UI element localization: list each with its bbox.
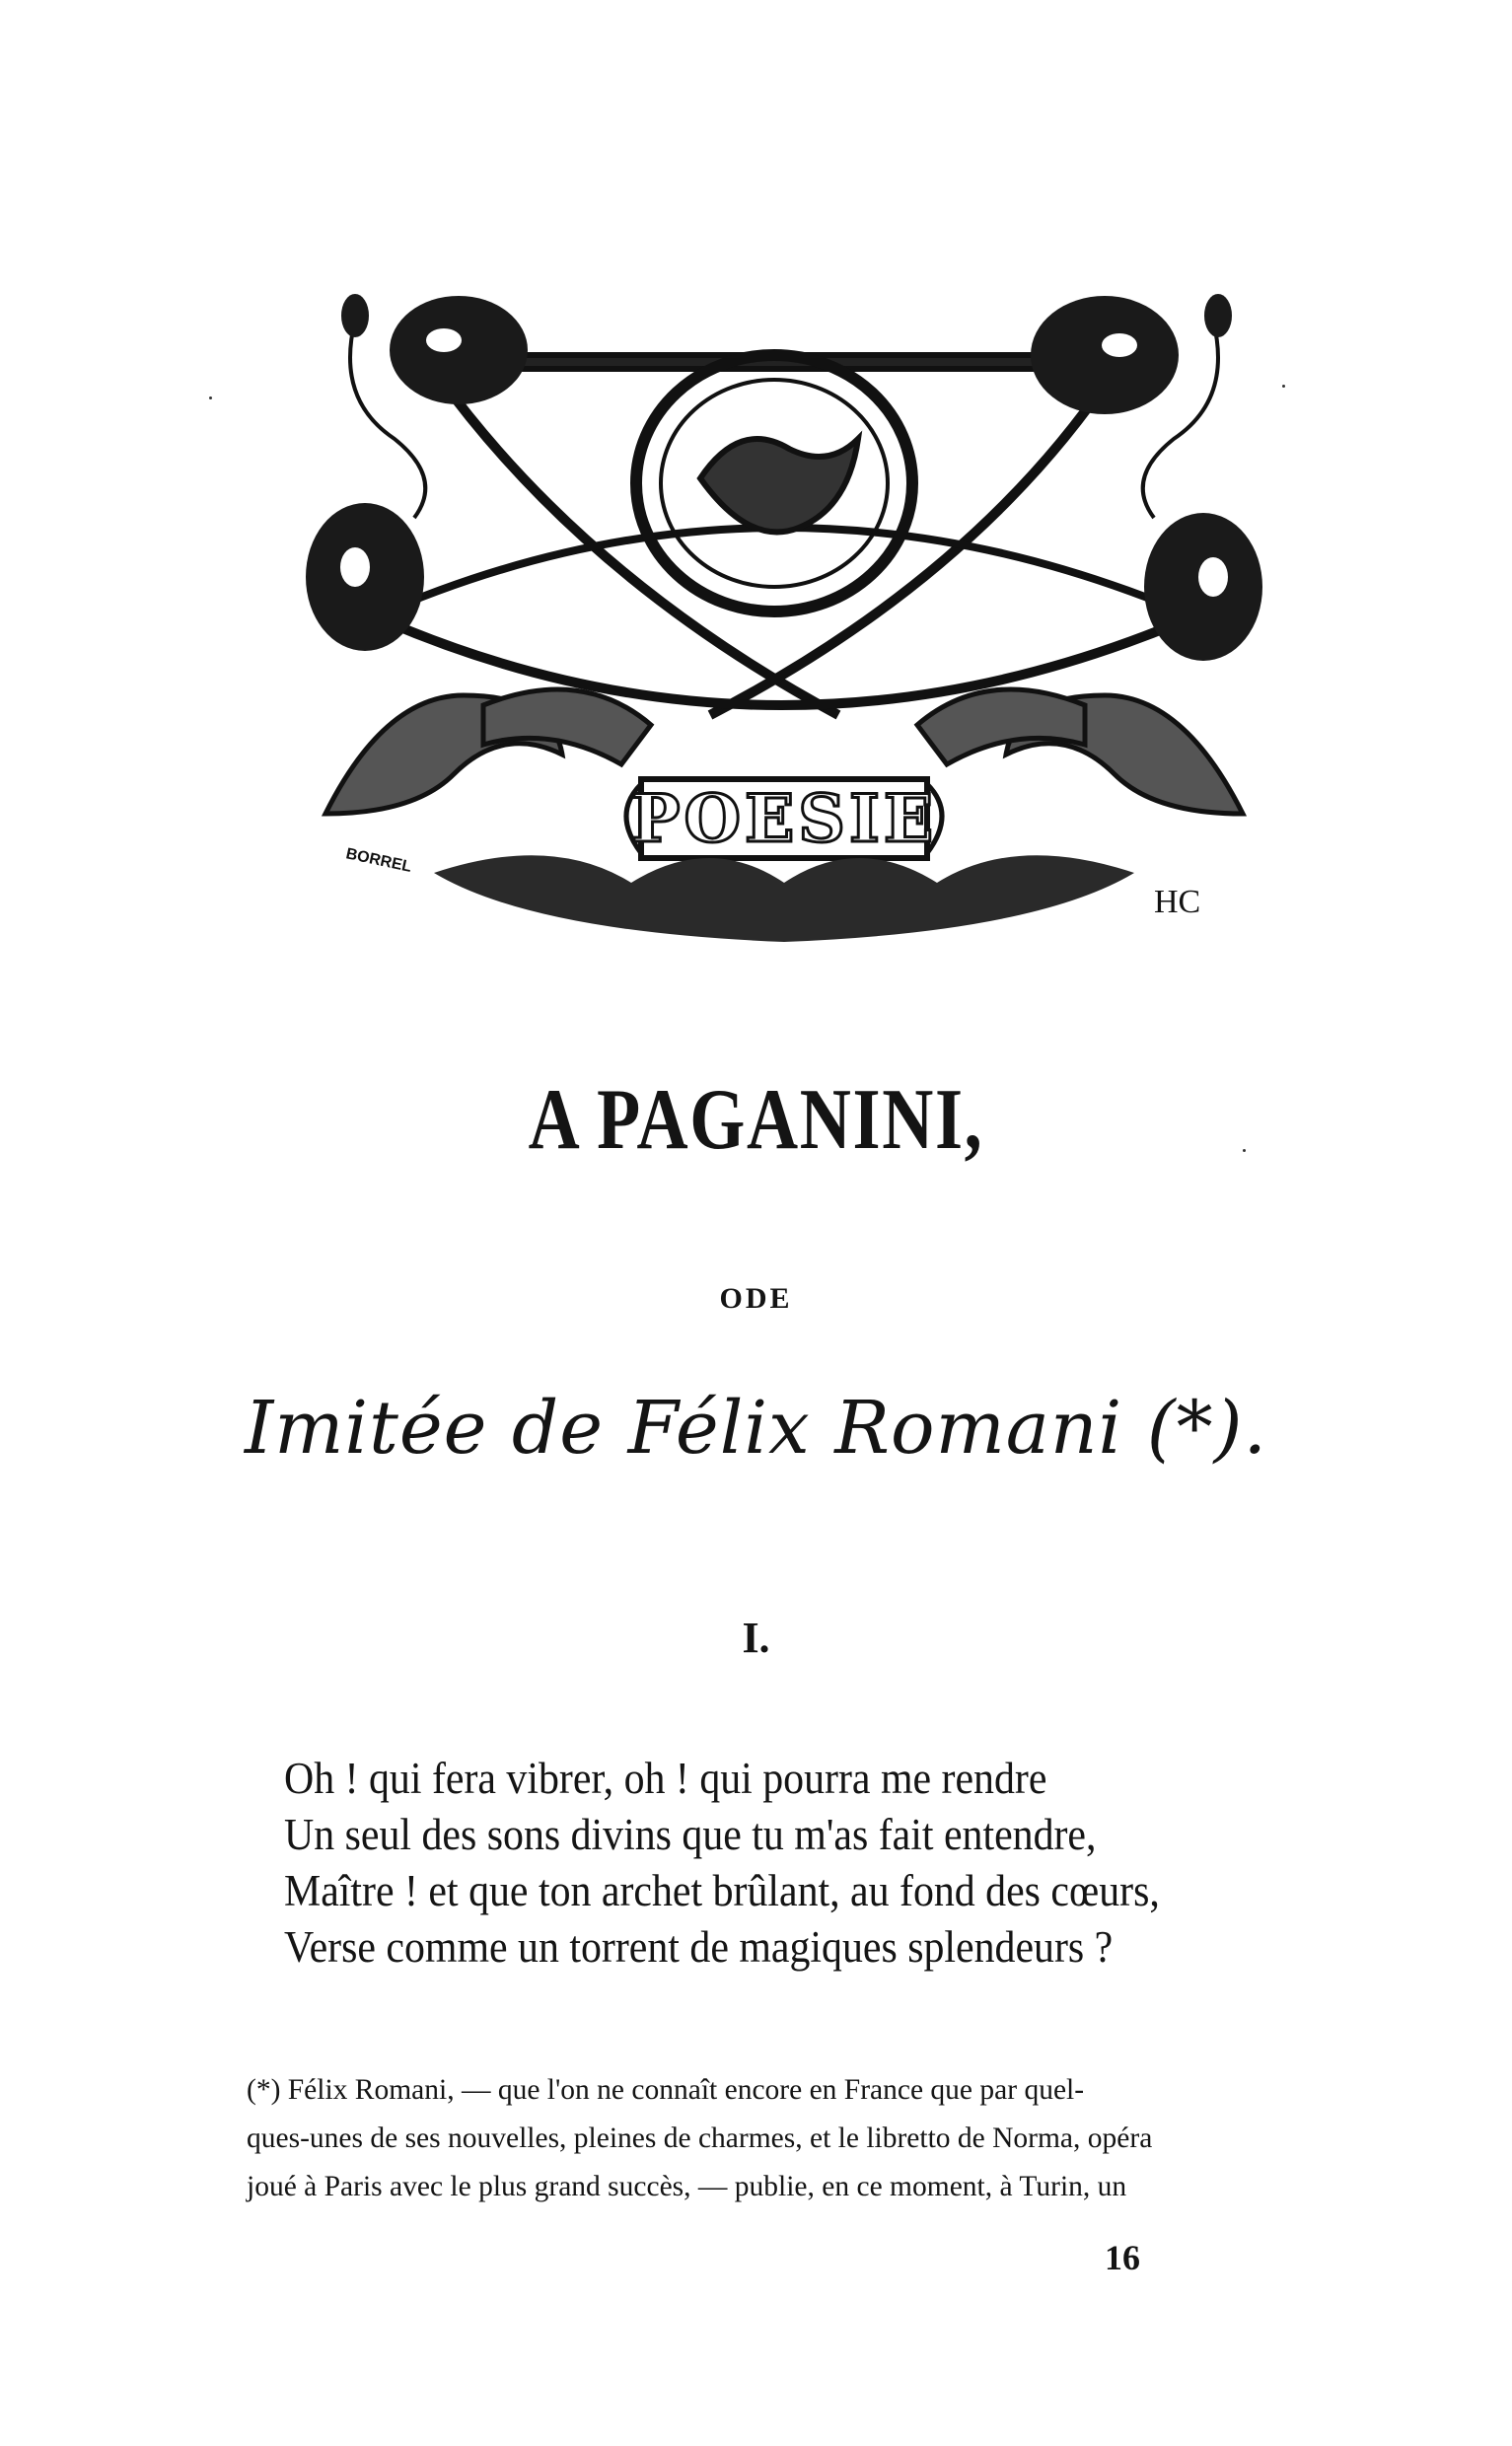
verse-line: Verse comme un torrent de magiques splendeurs ? (284, 1922, 1114, 1972)
ink-speck (1243, 1149, 1246, 1152)
ink-speck (209, 396, 212, 399)
footnote-line: ques-unes de ses nouvelles, pleines de charmes, et le libretto de Norma, opéra (247, 2122, 1153, 2154)
ornamental-vignette (286, 281, 1282, 962)
engraver-signature: BORREL (344, 845, 413, 876)
poem-subtitle: Imitée de Félix Romani (*). (245, 1386, 1267, 1471)
footnote-line: (*) Félix Romani, — que l'on ne connaît encore en France que par quel- (247, 2074, 1085, 2106)
page-number: 16 (1105, 2238, 1140, 2277)
section-number: I. (742, 1614, 770, 1662)
verse-line: Un seul des sons divins que tu m'as fait entendre, (284, 1810, 1097, 1859)
banner-text: POESIE (630, 780, 938, 857)
poem-genre: ODE (719, 1282, 793, 1315)
footnote (247, 2066, 1322, 2211)
verse-line: Maître ! et que ton archet brûlant, au fond des cœurs, (284, 1866, 1160, 1915)
footnote-line: joué à Paris avec le plus grand succès, — publie, en ce moment, à Turin, un (247, 2171, 1127, 2202)
verse-line: Oh ! qui fera vibrer, oh ! qui pourra me rendre (284, 1754, 1047, 1803)
artist-monogram: HC (1154, 884, 1201, 920)
stanza (284, 1751, 1270, 1976)
poem-title: A PAGANINI, (528, 1072, 984, 1168)
ink-speck (1282, 385, 1285, 388)
